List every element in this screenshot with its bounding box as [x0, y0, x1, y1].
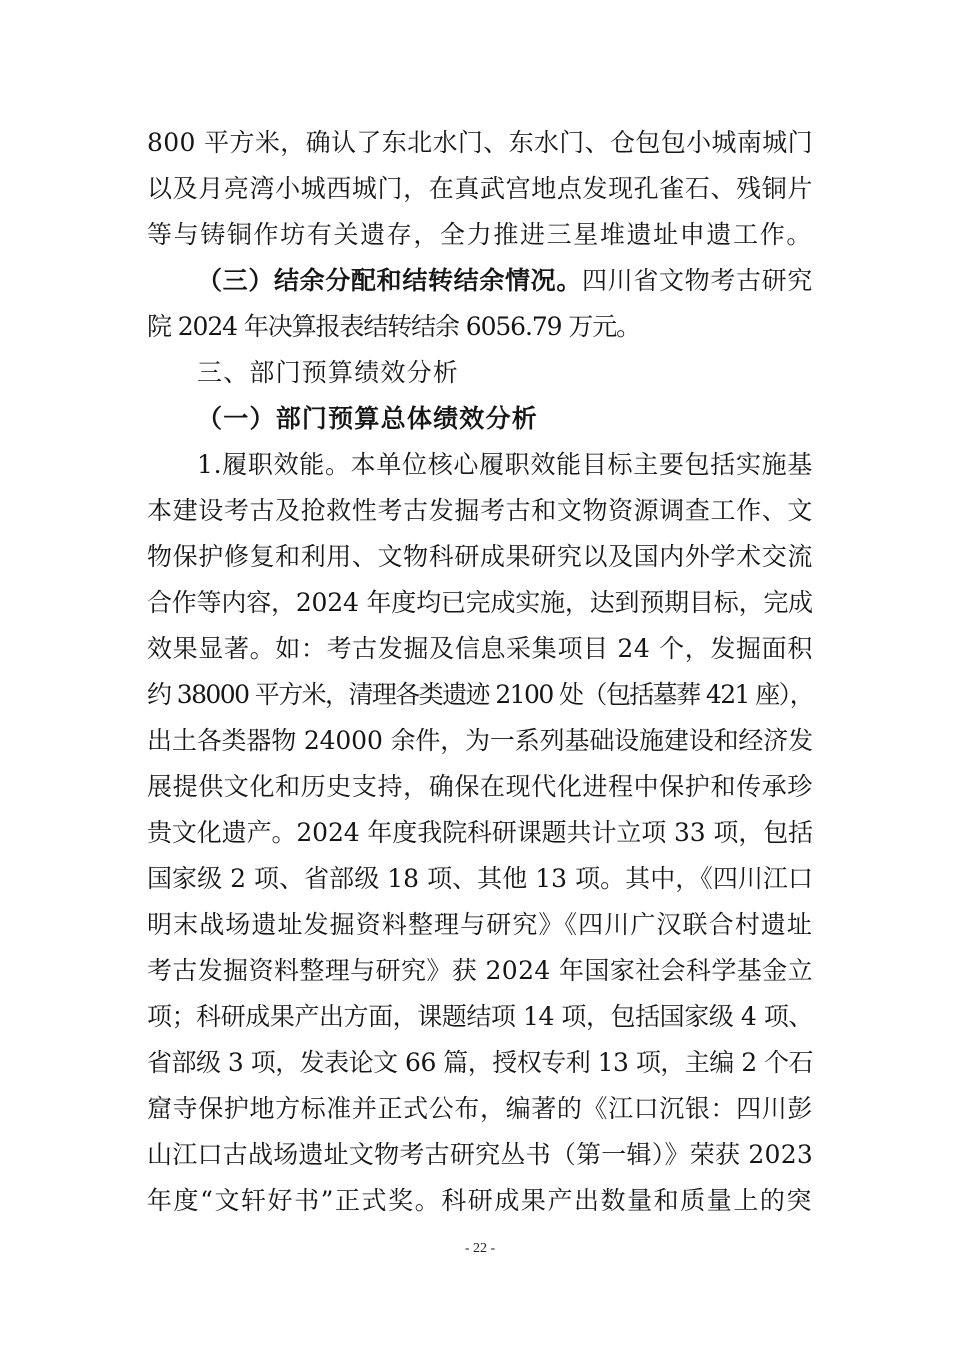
text-line: [147, 488, 813, 534]
paragraph-heading-line: [197, 258, 813, 304]
line-text: 窟寺保护地方标准并正式公布，编著的《江口沉银：四川彭: [147, 1094, 813, 1123]
text-line: [147, 718, 813, 764]
text-line: [147, 810, 813, 856]
text-line: [147, 948, 813, 994]
line-text: 省部级 3 项，发表论文 66 篇，授权专利 13 项，主编 2 个石: [147, 1048, 813, 1077]
line-text: 以及月亮湾小城西城门，在真武宫地点发现孔雀石、残铜片: [147, 174, 813, 203]
text-line: [147, 1178, 813, 1224]
text-line: [147, 580, 813, 626]
text-line: [147, 1132, 813, 1178]
text-line: [147, 672, 813, 718]
line-text: 山江口古战场遗址文物考古研究丛书（第一辑）》荣获 2023: [147, 1140, 813, 1169]
text-line: [147, 166, 813, 212]
text-line: [147, 994, 813, 1040]
text-line: [147, 1040, 813, 1086]
text-line: [147, 902, 813, 948]
line-text: 明末战场遗址发掘资料整理与研究》《四川广汉联合村遗址: [147, 910, 813, 939]
text-line: [147, 626, 813, 672]
line-text: 等与铸铜作坊有关遗存，全力推进三星堆遗址申遗工作。: [147, 220, 813, 249]
line-text: 项；科研成果产出方面，课题结项 14 项，包括国家级 4 项、: [147, 1002, 813, 1031]
line-text: 国家级 2 项、省部级 18 项、其他 13 项。其中，《四川江口: [147, 864, 813, 893]
line-text: 1.履职效能。本单位核心履职效能目标主要包括实施基: [197, 450, 813, 479]
line-text: 物保护修复和利用、文物科研成果研究以及国内外学术交流: [147, 542, 813, 571]
page-number: - 22 -: [464, 1241, 496, 1256]
line-text: 贵文化遗产。2024 年度我院科研课题共计立项 33 项，包括: [147, 818, 813, 847]
text-line: [147, 304, 640, 350]
line-text: 出土各类器物 24000 余件，为一系列基础设施建设和经济发: [147, 726, 813, 755]
line-text: 约 38000 平方米，清理各类遗迹 2100 处（包括墓葬 421 座），: [147, 680, 813, 709]
text-line: [147, 534, 813, 580]
section-heading: [197, 350, 459, 396]
line-text: 四川省文物考古研究: [581, 266, 813, 295]
text-line: [147, 212, 813, 258]
text-line: [147, 1086, 813, 1132]
text-line: [147, 120, 813, 166]
subsection-heading: [197, 396, 538, 442]
line-text: 展提供文化和历史支持，确保在现代化进程中保护和传承珍: [147, 772, 813, 801]
text-line: [197, 442, 813, 488]
document-body: [147, 120, 813, 1224]
line-text: 效果显著。如：考古发掘及信息采集项目 24 个，发掘面积: [147, 634, 813, 663]
text-line: [147, 764, 813, 810]
text-line: [147, 856, 813, 902]
line-text: 院 2024 年决算报表结转结余 6056.79 万元。: [147, 312, 640, 341]
line-text: 合作等内容，2024 年度均已完成实施，达到预期目标，完成: [147, 588, 813, 617]
bold-lead-in: （三）结余分配和结转结余情况。: [197, 266, 582, 295]
subsection-heading-text: （一）部门预算总体绩效分析: [197, 404, 538, 433]
line-text: 本建设考古及抢救性考古发掘考古和文物资源调查工作、文: [147, 496, 813, 525]
line-text: 考古发掘资料整理与研究》获 2024 年国家社会科学基金立: [147, 956, 813, 985]
section-heading-text: 三、部门预算绩效分析: [197, 358, 459, 387]
line-text: 800 平方米，确认了东北水门、东水门、仓包包小城南城门: [147, 128, 813, 157]
line-text: 年度“文轩好书”正式奖。科研成果产出数量和质量上的突: [147, 1186, 813, 1215]
